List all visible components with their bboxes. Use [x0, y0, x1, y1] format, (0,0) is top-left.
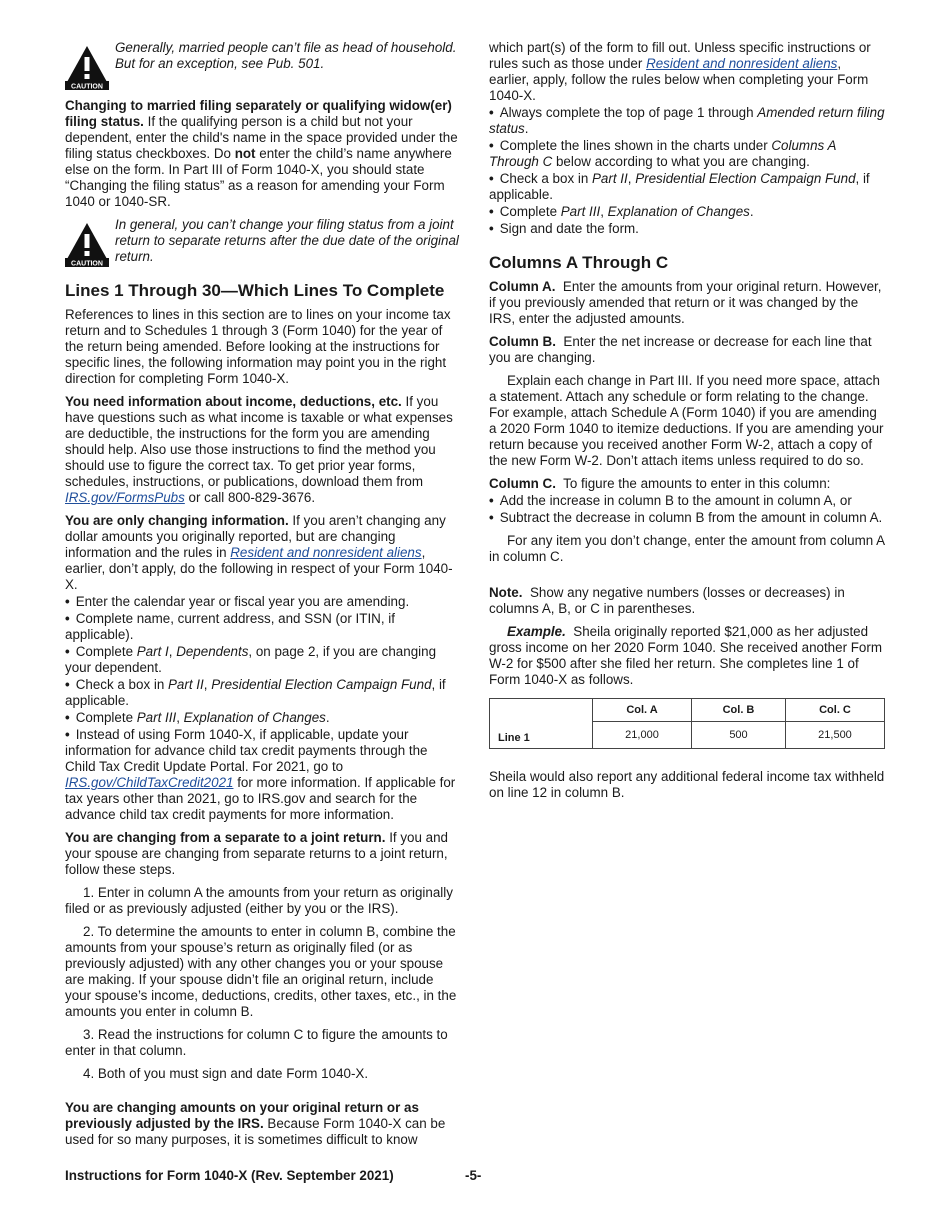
table-header: Col. B [692, 699, 786, 722]
paragraph-only-changing-information: You are only changing information. If you aren’t changing any dollar amounts you originally reported, but are changing information and the rules in Resident and nonresident aliens, earlier, don’t apply, do the following in respect of your Form 1040-X. [65, 513, 453, 592]
bullet-item: • Instead of using Form 1040-X, if applicable, update your information for advance child tax credit payments through the Child Tax Credit Update Portal. For 2021, go to IRS.gov/ChildTaxCredit2021 for more information. If applicable for tax years other than 2021, go to IRS.gov and search for the advance child tax credit payments for more information. [65, 727, 456, 822]
paragraph-column-b: Column B. Enter the net increase or decrease for each line that you are changing. [489, 334, 872, 365]
caution-icon [65, 221, 109, 267]
step-4: 4. Both of you must sign and date Form 1040-X. [83, 1066, 369, 1081]
paragraph-explain-changes: Explain each change in Part III. If you need more space, attach a statement. Attach any schedule or form relating to the change. For example, attach Schedule A (Form 1040) if you are amending a 2020 Form 1040 to itemize deductions. If you are amending your return because you received another Form W-2, attach a copy of the new Form W-2. Don’t attach items unless required to do so. [489, 373, 884, 468]
table-row-label: Line 1 [490, 722, 593, 749]
step-1: 1. Enter in column A the amounts from your return as originally filed or as previously adjusted (either by you or the IRS). [65, 885, 453, 916]
table-cell: 500 [692, 722, 786, 749]
paragraph-continued: which part(s) of the form to fill out. Unless specific instructions or rules such as those under Resident and nonresident aliens, earlier, apply, follow the rules below when completing your Form 1040-X. [489, 40, 871, 103]
bullet-item: • Sign and date the form. [489, 221, 639, 236]
footer-title: Instructions for Form 1040-X (Rev. September 2021) [65, 1168, 394, 1183]
bullet-item: • Check a box in Part II, Presidential Election Campaign Fund, if applicable. [65, 677, 446, 708]
link-irs-formspubs[interactable]: IRS.gov/FormsPubs [65, 490, 185, 505]
paragraph-need-information: You need information about income, deductions, etc. If you have questions such as what income is taxable or what expenses are deductible, the instructions for the form you are amending should help. Also use those instructions to find the method you should use to figure the correct tax. To get prior year forms, schedules, instructions, or publications, download them from IRS.gov/FormsPubs or call 800-829-3676. [65, 394, 453, 505]
table-cell: 21,500 [785, 722, 884, 749]
step-2: 2. To determine the amounts to enter in column B, combine the amounts from your spouse’s return as originally filed (or as previously adjusted) with any other changes you or your spouse are making. If your spouse didn’t file an original return, include your spouse’s income, deductions, credits, other taxes, etc., in the amounts you enter in column B. [65, 924, 457, 1019]
table-corner [490, 699, 593, 722]
caution-text: In general, you can’t change your filing status from a joint return to separate returns after the due date of the original return. [115, 217, 459, 264]
bullet-item: • Check a box in Part II, Presidential Election Campaign Fund, if applicable. [489, 171, 870, 202]
paragraph-married-filing-separately: Changing to married filing separately or qualifying widow(er) filing status. If the qualifying person is a child but not your dependent, enter the child's name in the space provided under the filing status checkboxes. Do not enter the child’s name anywhere else on the form. In Part III of Form 1040-X, you should state “Changing the filing status” as a reason for amending your Form 1040 or 1040-SR. [65, 98, 458, 209]
table-row [490, 722, 885, 749]
right-column [489, 40, 885, 808]
paragraph-separate-to-joint: You are changing from a separate to a joint return. If you and your spouse are changing from separate returns to a joint return, follow these steps. [65, 830, 449, 877]
caution-icon [65, 44, 109, 90]
svg-text:CAUTION: CAUTION [71, 83, 103, 90]
section-heading-columns-a-c: Columns A Through C [489, 253, 669, 272]
step-3: 3. Read the instructions for column C to figure the amounts to enter in that column. [65, 1027, 448, 1058]
section-heading-lines-1-30: Lines 1 Through 30—Which Lines To Complete [65, 281, 445, 300]
table-cell: 21,000 [593, 722, 692, 749]
bullet-item: • Complete Part I, Dependents, on page 2, if you are changing your dependent. [65, 644, 437, 675]
bullet-item: • Complete name, current address, and SSN (or ITIN, if applicable). [65, 611, 395, 642]
paragraph-lines-intro: References to lines in this section are to lines on your income tax return and to Schedules 1 through 3 (Form 1040) for the year of the return being amended. Before looking at the instructions for specific lines, the following information may point you in the right direction for completing Form 1040-X. [65, 307, 451, 386]
page-number: -5- [465, 1168, 482, 1183]
link-resident-nonresident-aliens[interactable]: Resident and nonresident aliens [230, 545, 422, 560]
link-irs-childtaxcredit2021[interactable]: IRS.gov/ChildTaxCredit2021 [65, 775, 234, 790]
paragraph-note: Note. Show any negative numbers (losses or decreases) in columns A, B, or C in parentheses. [489, 585, 845, 616]
paragraph-example: Example. Sheila originally reported $21,000 as her adjusted gross income on her 2020 Form 1040. She received another Form W-2 for $500 after she filed her return. She completes line 1 of Form 1040-X as follows. [489, 624, 882, 687]
paragraph-changing-amounts: You are changing amounts on your original return or as previously adjusted by the IRS. Because Form 1040-X can be used for so many purposes, it is sometimes difficult to know [65, 1100, 446, 1147]
paragraph-additional-withholding: Sheila would also report any additional federal income tax withheld on line 12 in column B. [489, 768, 885, 800]
bullet-item: • Always complete the top of page 1 through Amended return filing status. [489, 105, 885, 136]
bullet-item: • Complete Part III, Explanation of Changes. [65, 710, 330, 725]
caution-note-head-of-household [65, 40, 461, 90]
left-column [65, 40, 461, 1155]
bullet-item: • Subtract the decrease in column B from the amount in column A. [489, 510, 883, 525]
page-footer [65, 1168, 485, 1184]
link-resident-nonresident-aliens[interactable]: Resident and nonresident aliens [646, 56, 838, 71]
caution-text: Generally, married people can’t file as head of household. But for an exception, see Pub. 501. [115, 40, 457, 71]
example-table [489, 698, 885, 749]
paragraph-column-c: Column C. To figure the amounts to enter in this column: [489, 476, 831, 491]
bullet-item: • Complete the lines shown in the charts under Columns A Through C below according to what you are changing. [489, 138, 836, 169]
bullet-item: • Complete Part III, Explanation of Changes. [489, 204, 754, 219]
paragraph-unchanged-items: For any item you don’t change, enter the amount from column A in column C. [489, 533, 885, 564]
paragraph-column-a: Column A. Enter the amounts from your original return. However, if you previously amended that return or it was changed by the IRS, enter the adjusted amounts. [489, 279, 882, 326]
caution-note-filing-status [65, 217, 461, 267]
bullet-item: • Add the increase in column B to the amount in column A, or [489, 493, 852, 508]
svg-text:CAUTION: CAUTION [71, 260, 103, 267]
table-header: Col. A [593, 699, 692, 722]
table-header: Col. C [785, 699, 884, 722]
bullet-item: • Enter the calendar year or fiscal year you are amending. [65, 594, 410, 609]
